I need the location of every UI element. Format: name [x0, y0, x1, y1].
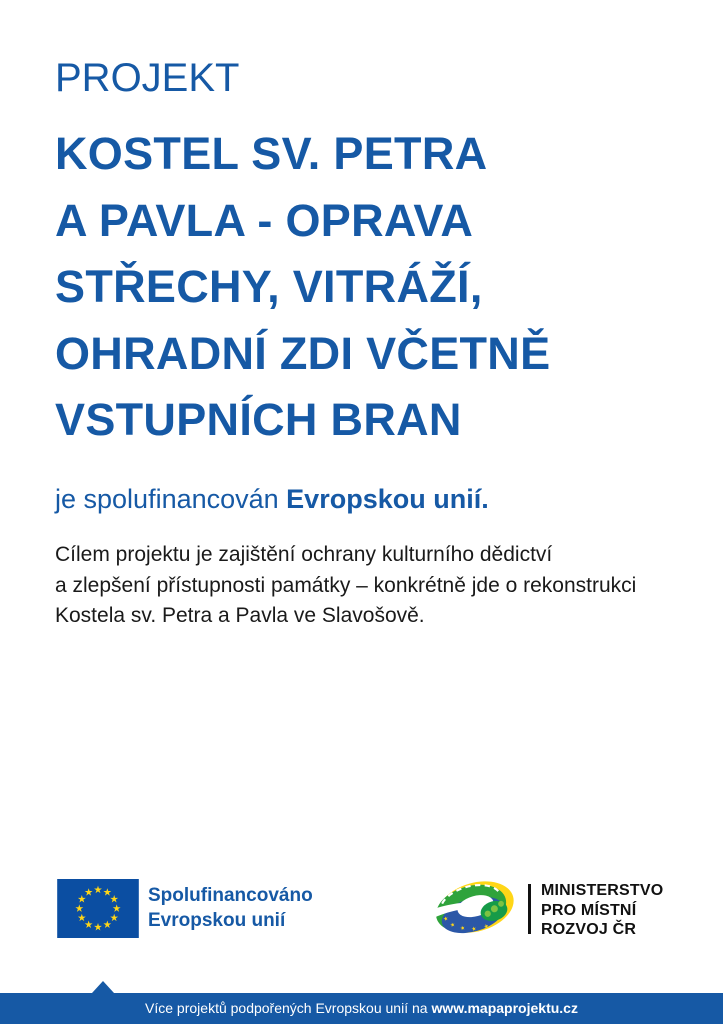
title-line: KOSTEL SV. PETRA	[55, 128, 488, 179]
description-line: a zlepšení přístupnosti památky – konkrétně jde o rekonstrukci	[55, 573, 637, 597]
eu-cofinancing-label-line: Evropskou unií	[148, 910, 286, 931]
footer-bar	[0, 993, 723, 1024]
ministry-name-line: ROZVOJ ČR	[541, 921, 637, 938]
eu-cofinancing-label-line: Spolufinancováno	[148, 885, 313, 906]
up-triangle-icon	[92, 981, 114, 993]
cofinancing-statement	[55, 484, 489, 515]
project-title	[55, 121, 550, 454]
footer-url: www.mapaprojektu.cz	[431, 1000, 578, 1016]
ministry-divider	[528, 884, 531, 934]
ministry-name-line: MINISTERSTVO	[541, 882, 664, 899]
poster-eyebrow: PROJEKT	[55, 56, 240, 100]
ministry-name	[541, 881, 663, 940]
title-line: OHRADNÍ ZDI VČETNĚ	[55, 327, 551, 379]
footer-text: Více projektů podpořených Evropskou unií na	[145, 1000, 432, 1016]
project-description	[55, 540, 636, 632]
ministry-name-line: PRO MÍSTNÍ	[541, 901, 637, 919]
title-line: STŘECHY, VITRÁŽÍ,	[55, 261, 483, 312]
eu-flag-icon	[57, 879, 139, 938]
ministry-emblem-icon	[431, 875, 521, 941]
description-line: Kostela sv. Petra a Pavla ve Slavošově.	[55, 604, 425, 627]
cofinancing-statement-bold: Evropskou unií.	[286, 484, 489, 514]
description-line: Cílem projektu je zajištění ochrany kulturního dědictví	[55, 543, 553, 566]
title-line: VSTUPNÍCH BRAN	[55, 394, 462, 445]
cofinancing-statement-prefix: je spolufinancován	[55, 484, 287, 514]
eu-cofinancing-label	[148, 883, 313, 933]
title-line: A PAVLA - OPRAVA	[55, 194, 474, 246]
